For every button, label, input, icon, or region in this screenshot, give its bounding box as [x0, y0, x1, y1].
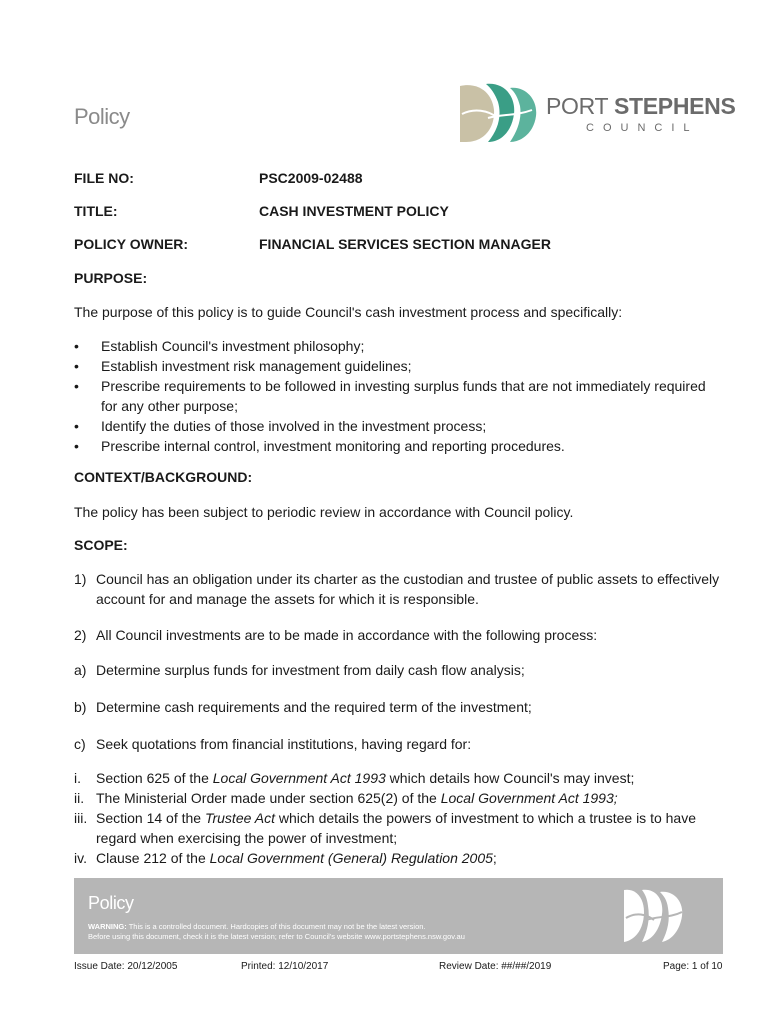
list-marker: i. [74, 770, 81, 786]
text: which details the powers of investment to which a trustee is to have regard when exercising the power of investment; [96, 810, 696, 846]
footer-policy-title: Policy [88, 893, 134, 913]
footer-warning [88, 922, 608, 942]
legislation-title: Local Government Act 1993 [212, 770, 386, 786]
title-label: TITLE: [74, 203, 118, 219]
scope-item-text: Determine cash requirements and the required term of the investment; [96, 699, 532, 715]
logo-wordmark: PORT STEPHENS [546, 93, 736, 119]
legislation-title: Trustee Act [204, 810, 275, 826]
list-marker: ii. [74, 790, 85, 806]
review-date: Review Date: ##/##/2019 [439, 961, 552, 972]
policy-owner-value: FINANCIAL SERVICES SECTION MANAGER [259, 236, 551, 252]
text: ; [492, 850, 497, 866]
list-item [74, 788, 724, 808]
list-marker: a) [74, 662, 87, 678]
list-marker: 2) [74, 627, 87, 643]
printed-date: Printed: 12/10/2017 [241, 961, 329, 972]
logo-subtitle: COUNCIL [586, 122, 699, 134]
issue-date: Issue Date: 20/12/2005 [74, 961, 178, 972]
list-item: • Establish investment risk management guidelines; [74, 356, 724, 376]
context-text: The policy has been subject to periodic review in accordance with Council policy. [74, 504, 574, 520]
scope-item-a [74, 660, 724, 680]
warning-label: WARNING: [88, 922, 127, 931]
page-number: Page: 1 of 10 [663, 961, 723, 972]
scope-item-text: Council has an obligation under its charter as the custodian and trustee of public assets to effectively account for and manage the assets for which it is responsible. [96, 571, 720, 607]
policy-owner-label: POLICY OWNER: [74, 236, 189, 252]
title-value: CASH INVESTMENT POLICY [259, 203, 449, 219]
list-item: • Identify the duties of those involved in the investment process; [74, 416, 724, 436]
purpose-intro: The purpose of this policy is to guide Council's cash investment process and specifically: [74, 304, 623, 320]
list-item [74, 768, 724, 788]
scope-heading: SCOPE: [74, 537, 128, 553]
file-no-label: FILE NO: [74, 170, 134, 186]
text: Section 625 of the [96, 770, 213, 786]
purpose-heading: PURPOSE: [74, 270, 148, 286]
list-marker: b) [74, 699, 87, 715]
scope-item-text: All Council investments are to be made in accordance with the following process: [96, 627, 598, 643]
scope-item-text: Seek quotations from financial institutions, having regard for: [96, 736, 472, 752]
footer-logo-icon [620, 884, 696, 946]
scope-item-text: Determine surplus funds for investment from daily cash flow analysis; [96, 662, 525, 678]
list-item: • Establish Council's investment philosophy; [74, 336, 724, 356]
list-item [74, 848, 724, 868]
scope-item-b [74, 697, 724, 717]
warning-text: Before using this document, check it is the latest version; refer to Council's website www.portstephens.nsw.gov.au [88, 932, 465, 941]
list-marker: c) [74, 736, 86, 752]
warning-text: This is a controlled document. Hardcopies of this document may not be the latest version. [126, 922, 426, 931]
list-marker: iii. [74, 810, 88, 826]
text: Clause 212 of the [96, 850, 210, 866]
text: Section 14 of the [96, 810, 205, 826]
scope-roman-list [74, 768, 724, 868]
list-marker: iv. [74, 850, 87, 866]
list-marker: 1) [74, 571, 87, 587]
file-no-value: PSC2009-02488 [259, 170, 363, 186]
list-item: • Prescribe internal control, investment monitoring and reporting procedures. [74, 436, 724, 456]
legislation-title: Local Government Act 1993; [440, 790, 618, 806]
legislation-title: Local Government (General) Regulation 2005 [209, 850, 493, 866]
scope-item-2 [74, 625, 724, 645]
list-item: • Prescribe requirements to be followed in investing surplus funds that are not immediately required for any other purpose; [74, 376, 724, 416]
context-heading: CONTEXT/BACKGROUND: [74, 469, 253, 485]
scope-item-1 [74, 569, 724, 609]
purpose-bullet-list [74, 336, 724, 456]
text: The Ministerial Order made under section 625(2) of the [96, 790, 441, 806]
document-type-heading: Policy [74, 104, 130, 129]
scope-item-c [74, 734, 724, 754]
list-item [74, 808, 724, 848]
text: which details how Council's may invest; [385, 770, 635, 786]
